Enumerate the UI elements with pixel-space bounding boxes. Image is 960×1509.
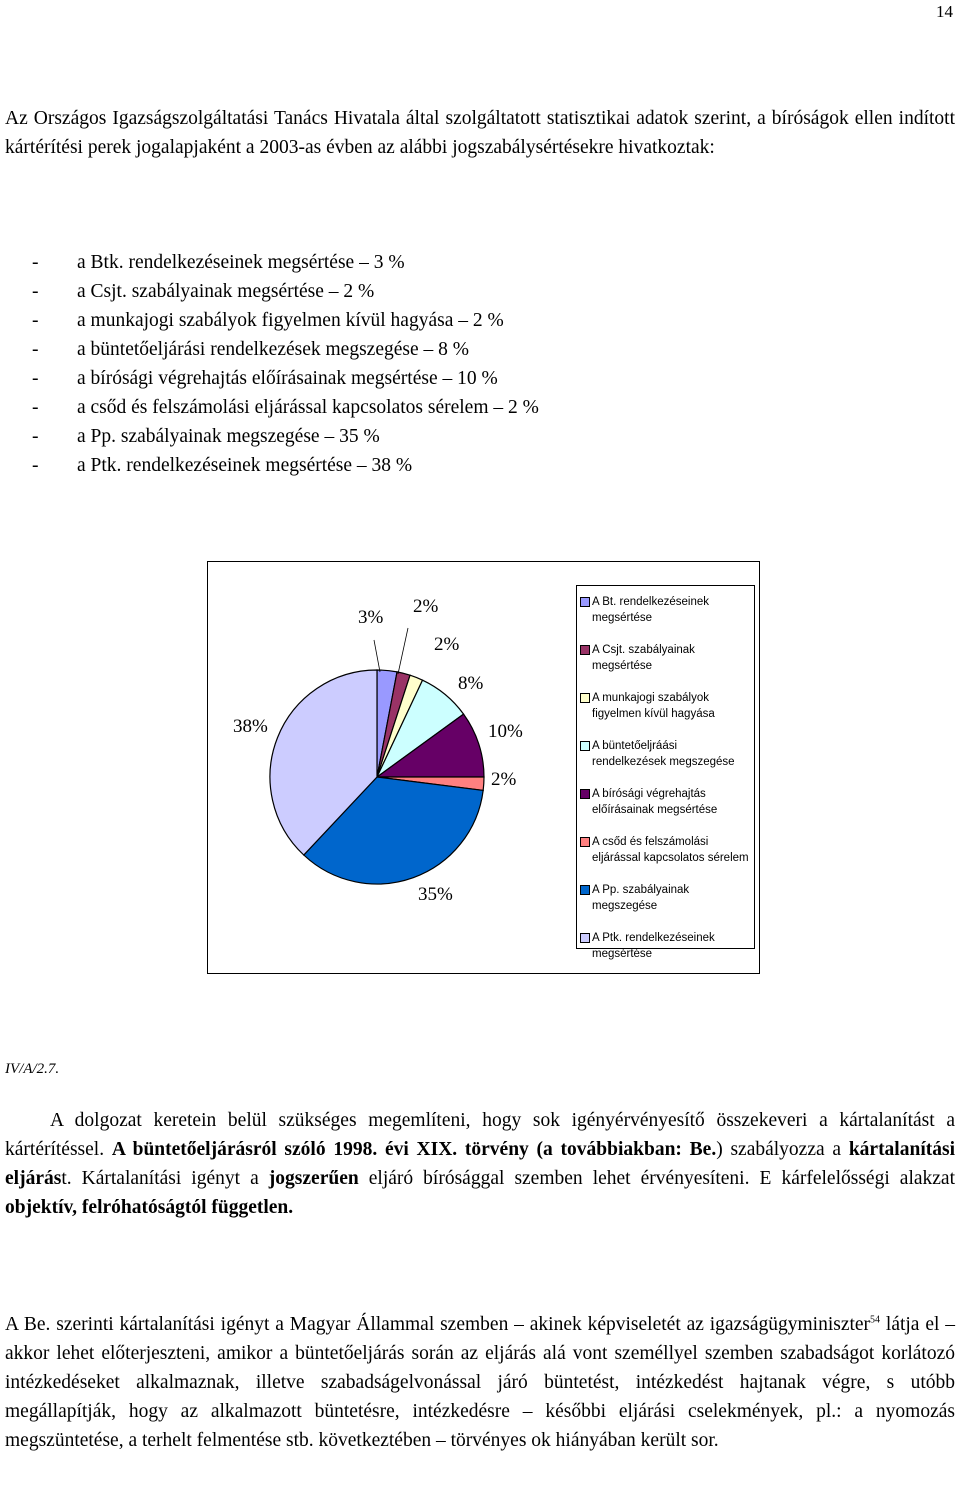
slice-data-label: 2%	[413, 596, 439, 617]
paragraph-state-claim	[5, 1310, 955, 1455]
chart-legend	[576, 585, 755, 960]
text-run: eljáró bírósággal szemben lehet érvényesíteni. E kárfelelősségi alakzat	[358, 1168, 955, 1189]
slice-data-label: 8%	[458, 673, 484, 694]
list-item-text: a Btk. rendelkezéseinek megsértése – 3 %	[77, 252, 405, 273]
list-item-text: a Ptk. rendelkezéseinek megsértése – 38 %	[77, 455, 413, 476]
legend-label: A Pp. szabályainak megszegése	[592, 884, 690, 912]
slice-data-label: 2%	[491, 769, 517, 790]
list-item-text: a Pp. szabályainak megszegése – 35 %	[77, 426, 380, 447]
bold-text-run: kártalanítási eljárás	[5, 1139, 955, 1189]
list-dash: -	[32, 252, 39, 273]
paragraph-compensation	[5, 1106, 955, 1222]
intro-paragraph: Az Országos Igazságszolgáltatási Tanács Hivatala által szolgáltatott statisztikai adatok szerint, a bíróságok ellen indított kártérítési perek jogalapjaként a 2003-as évben az alábbi jogszabálysértésekre hivatkoztak:	[5, 108, 955, 158]
list-dash: -	[32, 339, 39, 360]
list-item	[32, 277, 539, 306]
pie-chart-frame	[207, 561, 760, 974]
legend-swatch	[580, 885, 590, 895]
slice-data-label: 38%	[233, 716, 268, 737]
legend-swatch	[580, 741, 590, 751]
legend-label: A csőd és felszámolási eljárással kapcsolatos sérelem	[592, 836, 749, 864]
violation-list	[32, 248, 539, 480]
list-item-text: a büntetőeljárási rendelkezések megszegése – 8 %	[77, 339, 469, 360]
legend-swatch	[580, 597, 590, 607]
pie-chart	[208, 562, 576, 975]
text-run: A Be. szerinti kártalanítási igényt a Magyar Állammal szemben – akinek képviseletét az igazságügyminiszter	[5, 1314, 871, 1335]
text-run: t. Kártalanítási igényt a	[61, 1168, 269, 1189]
page-number: 14	[936, 2, 953, 21]
legend-swatch	[580, 933, 590, 943]
list-dash: -	[32, 455, 39, 476]
slice-data-label: 3%	[358, 607, 384, 628]
list-dash: -	[32, 397, 39, 418]
bold-text-run: jogszerűen	[268, 1168, 359, 1189]
text-run: ) szabályozza a	[716, 1139, 849, 1160]
list-item-text: a Csjt. szabályainak megsértése – 2 %	[77, 281, 375, 302]
list-dash: -	[32, 368, 39, 389]
list-item	[32, 451, 539, 480]
section-reference: IV/A/2.7.	[5, 1061, 60, 1077]
legend-label: A bírósági végrehajtás előírásainak megsértése	[592, 788, 718, 816]
list-item	[32, 393, 539, 422]
list-dash: -	[32, 310, 39, 331]
legend-swatch	[580, 645, 590, 655]
legend-label: A munkajogi szabályok figyelmen kívül hagyása	[592, 692, 715, 720]
slice-data-label: 35%	[418, 884, 453, 905]
list-dash: -	[32, 281, 39, 302]
text-run: A dolgozat keretein belül szükséges megemlíteni, hogy sok igényérvényesítő összekeveri a kártalanítást a kártérítéssel.	[5, 1110, 955, 1160]
legend-swatch	[580, 837, 590, 847]
list-item-text: a bírósági végrehajtás előírásainak megsértése – 10 %	[77, 368, 498, 389]
legend-label: A Bt. rendelkezéseinek megsértése	[592, 596, 709, 624]
legend-swatch	[580, 789, 590, 799]
list-item	[32, 306, 539, 335]
list-item	[32, 422, 539, 451]
legend-label: A büntetőeljráási rendelkezések megszegése	[592, 740, 735, 768]
list-item	[32, 364, 539, 393]
footnote-marker[interactable]: 54	[870, 1314, 881, 1326]
list-item	[32, 335, 539, 364]
text-run: látja el – akkor lehet előterjeszteni, amikor a büntetőeljárás során az eljárás alá vont személlyel szemben szabadságot korlátozó intézkedéseket alkalmaznak, illetve szabadságelvonással járó büntetést, intézkedést hajtanak végre, s utóbb megállapítják, hogy az alkalmazott büntetésre, intézkedésre – későbbi eljárási cselekmények, pl.: a nyomozás megszüntetése, a terhelt felmentése stb. következtében – törvényes ok hiányában került sor.	[5, 1314, 955, 1451]
slice-data-label: 10%	[488, 721, 523, 742]
bold-text-run: objektív, felróhatóságtól független.	[5, 1197, 294, 1218]
legend-swatch	[580, 693, 590, 703]
list-item	[32, 248, 539, 277]
list-item-text: a munkajogi szabályok figyelmen kívül hagyása – 2 %	[77, 310, 504, 331]
legend-label: A Csjt. szabályainak megsértése	[592, 644, 695, 672]
bold-text-run: A büntetőeljárásról szóló 1998. évi XIX. törvény (a továbbiakban: Be.	[111, 1139, 717, 1160]
leader-line	[374, 640, 380, 672]
list-item-text: a csőd és felszámolási eljárással kapcsolatos sérelem – 2 %	[77, 397, 539, 418]
legend-label: A Ptk. rendelkezéseinek megsértése	[592, 932, 715, 960]
list-dash: -	[32, 426, 39, 447]
leader-line	[398, 628, 408, 674]
slice-data-label: 2%	[434, 634, 460, 655]
